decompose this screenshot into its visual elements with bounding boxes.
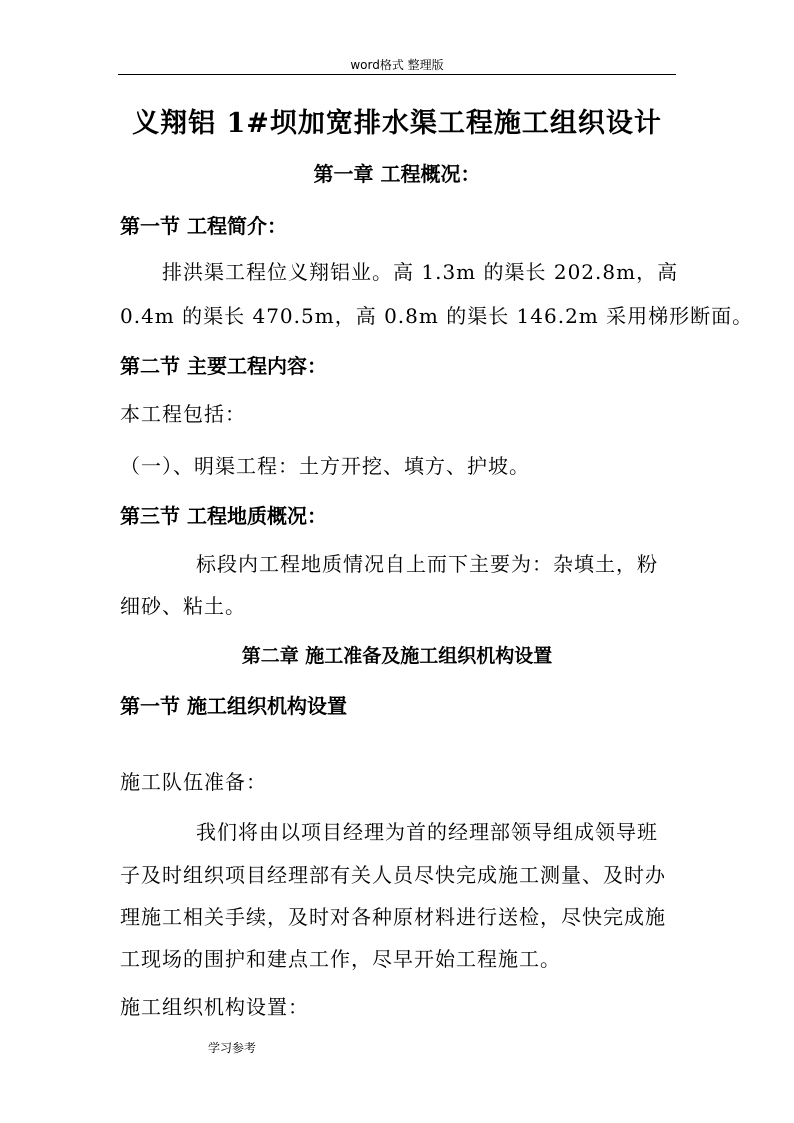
section-4-para-line-4: 工现场的围护和建点工作，尽早开始工程施工。 [120,947,561,971]
section-2-heading: 第二节 主要工程内容： [120,354,327,378]
header-divider [118,74,676,75]
section-1-heading: 第一节 工程简介： [120,214,287,238]
chapter-1-heading: 第一章 工程概况： [313,162,481,186]
org-setup-label: 施工组织机构设置： [120,995,309,1019]
team-prep-label: 施工队伍准备： [120,770,267,794]
section-1-para-line-1: 排洪渠工程位义翔铝业。高 1.3m 的渠长 202.8m，高 [162,260,679,284]
section-2-item: （一）、明渠工程：土方开挖、填方、护坡。 [120,454,530,478]
section-4-heading: 第一节 施工组织机构设置 [120,694,347,718]
section-3-heading: 第三节 工程地质概况： [120,504,327,528]
section-1-para-line-2: 0.4m 的渠长 470.5m，高 0.8m 的渠长 146.2m 采用梯形断面。 [120,304,754,328]
section-3-para-line-1: 标段内工程地质情况自上而下主要为：杂填土，粉 [196,552,658,576]
section-3-para-line-2: 细砂、粘土。 [120,594,246,618]
section-4-para-line-2: 子及时组织项目经理部有关人员尽快完成施工测量、及时办 [120,863,666,887]
section-4-para-line-3: 理施工相关手续，及时对各种原材料进行送检，尽快完成施 [120,905,666,929]
page-header: word格式 整理版 [350,58,444,72]
page-footer: 学习参考 [208,1041,257,1055]
section-4-para-line-1: 我们将由以项目经理为首的经理部领导组成领导班 [196,820,658,844]
section-2-intro: 本工程包括： [120,402,246,426]
document-title: 义翔铝 1#坝加宽排水渠工程施工组织设计 [132,108,662,139]
chapter-2-heading: 第二章 施工准备及施工组织机构设置 [241,645,553,667]
